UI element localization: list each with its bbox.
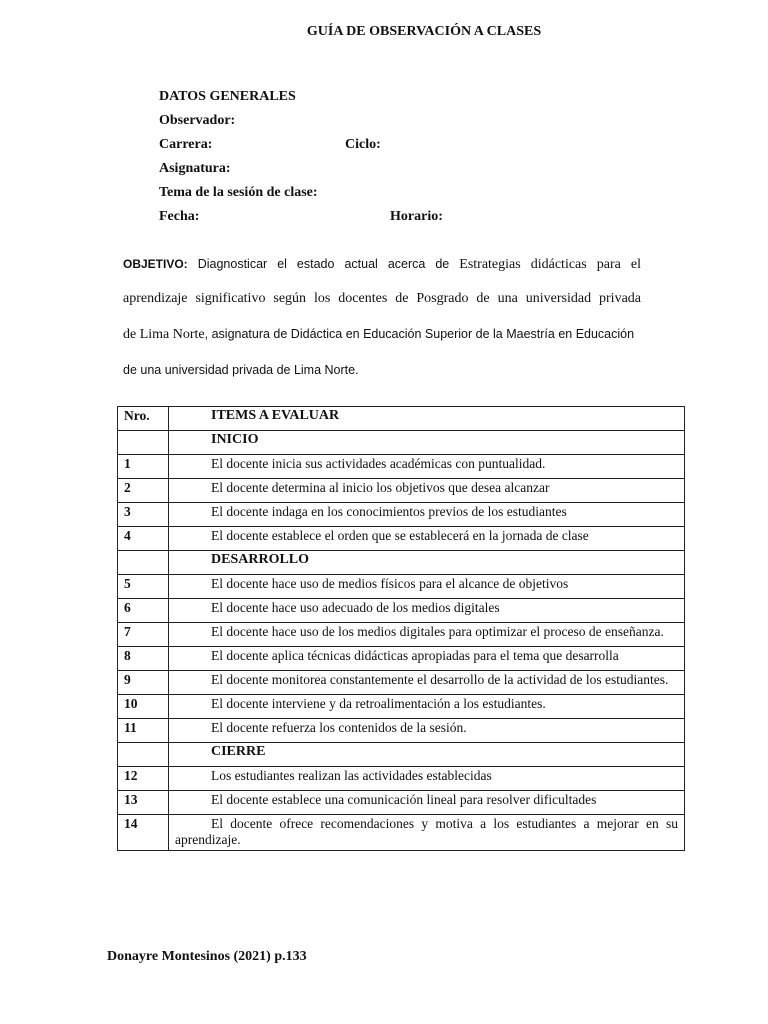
item-number: 13 [118,791,169,815]
item-text: El docente refuerza los contenidos de la sesión. [169,719,685,743]
item-text: El docente indaga en los conocimientos previos de los estudiantes [169,503,685,527]
table-row [118,791,685,815]
item-text: El docente aplica técnicas didácticas apropiadas para el tema que desarrolla [169,647,685,671]
column-header-items: ITEMS A EVALUAR [169,407,685,431]
item-number: 10 [118,695,169,719]
general-data-heading: DATOS GENERALES [159,89,296,104]
evaluation-table [117,406,685,851]
item-number: 11 [118,719,169,743]
section-title: DESARROLLO [169,551,685,575]
table-row [118,719,685,743]
table-header-row [118,407,685,431]
table-row [118,599,685,623]
table-row [118,503,685,527]
career-label: Carrera: [159,137,213,152]
document-title: GUÍA DE OBSERVACIÓN A CLASES [306,24,542,39]
item-number: 7 [118,623,169,647]
item-number [118,431,169,455]
objective-line-4: de una universidad privada de Lima Norte. [123,363,359,377]
table-row [118,671,685,695]
table-row [118,623,685,647]
schedule-label: Horario: [390,209,443,224]
item-text: El docente monitorea constantemente el desarrollo de la actividad de los estudiantes. [169,671,685,695]
item-text: El docente determina al inicio los objetivos que desea alcanzar [169,479,685,503]
table-row [118,695,685,719]
item-text: El docente ofrece recomendaciones y motiva a los estudiantes a mejorar en su aprendizaje. [169,815,685,851]
table-row [118,527,685,551]
item-number: 3 [118,503,169,527]
item-number: 1 [118,455,169,479]
item-text: El docente interviene y da retroalimentación a los estudiantes. [169,695,685,719]
section-header-row [118,551,685,575]
item-number: 12 [118,767,169,791]
objective-text-3a: de Lima Norte [123,327,205,342]
observer-label: Observador: [159,113,236,128]
table-row [118,815,685,851]
objective-label: OBJETIVO: [123,257,188,271]
item-number: 4 [118,527,169,551]
table-row [118,647,685,671]
objective-line-2: aprendizaje significativo según los docentes de Posgrado de una universidad privada [123,291,641,306]
objective-text-1a: Diagnosticar el estado actual acerca de [197,257,450,271]
cycle-label: Ciclo: [345,137,381,152]
item-number [118,551,169,575]
subject-label: Asignatura: [159,161,231,176]
objective-line-3 [123,325,641,344]
table-row [118,479,685,503]
objective-text-1b: Estrategias didácticas para el [459,257,641,272]
item-number: 2 [118,479,169,503]
item-text: Los estudiantes realizan las actividades establecidas [169,767,685,791]
section-header-row [118,431,685,455]
column-header-number: Nro. [118,407,169,431]
item-text: El docente hace uso adecuado de los medios digitales [169,599,685,623]
item-number: 9 [118,671,169,695]
item-number [118,743,169,767]
table-row [118,575,685,599]
item-text: El docente establece el orden que se establecerá en la jornada de clase [169,527,685,551]
date-label: Fecha: [159,209,200,224]
item-number: 8 [118,647,169,671]
table-row [118,455,685,479]
citation-footer: Donayre Montesinos (2021) p.133 [107,949,307,964]
item-text: El docente establece una comunicación lineal para resolver dificultades [169,791,685,815]
table-row [118,767,685,791]
item-number: 14 [118,815,169,851]
objective-line-1 [123,255,641,274]
objective-text-3b: , asignatura de Didáctica en Educación Superior de la Maestría en Educación [204,327,635,341]
item-number: 5 [118,575,169,599]
topic-label: Tema de la sesión de clase: [159,185,318,200]
item-text: El docente inicia sus actividades académicas con puntualidad. [169,455,685,479]
section-title: INICIO [169,431,685,455]
item-text: El docente hace uso de los medios digitales para optimizar el proceso de enseñanza. [169,623,685,647]
item-number: 6 [118,599,169,623]
section-header-row [118,743,685,767]
section-title: CIERRE [169,743,685,767]
item-text: El docente hace uso de medios físicos para el alcance de objetivos [169,575,685,599]
